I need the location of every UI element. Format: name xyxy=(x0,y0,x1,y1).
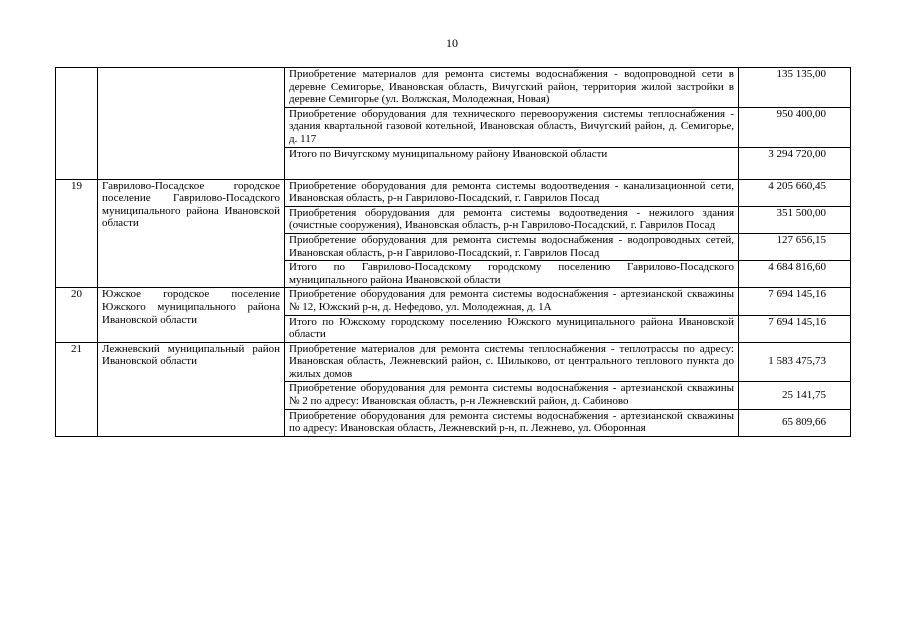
description-cell: Приобретения оборудования для ремонта системы водоотведения - нежилого здания (очистные сооружения), Ивановская область, р-н Гаврилово-Посадский, г. Гаврилов Посад xyxy=(285,206,739,233)
amount-cell: 135 135,00 xyxy=(739,68,851,108)
total-amount-cell: 4 684 816,60 xyxy=(739,261,851,288)
total-amount-cell: 3 294 720,00 xyxy=(739,147,851,179)
amount-cell: 1 583 475,73 xyxy=(739,342,851,382)
description-cell: Приобретение материалов для ремонта системы водоснабжения - водопроводной сети в деревне Семигорье, Ивановская область, Вичугский район, территория жилой застройки в деревне Семигорье (ул. Волжская, Молодежная, Новая) xyxy=(285,68,739,108)
total-amount-cell: 7 694 145,16 xyxy=(739,315,851,342)
table-row xyxy=(56,179,851,206)
amount-cell: 65 809,66 xyxy=(739,409,851,436)
row-number-cell: 19 xyxy=(56,179,98,288)
organization-cell xyxy=(98,68,285,180)
amount-cell: 4 205 660,45 xyxy=(739,179,851,206)
total-description-cell: Итого по Вичугскому муниципальному району Ивановской области xyxy=(285,147,739,179)
funding-table xyxy=(55,67,851,437)
table-row xyxy=(56,288,851,315)
description-cell: Приобретение оборудования для ремонта системы водоотведения - канализационной сети, Ивановская область, р-н Гаврилово-Посадский, г. Гаврилов Посад xyxy=(285,179,739,206)
total-description-cell: Итого по Гаврилово-Посадскому городскому поселению Гаврилово-Посадского муниципального района Ивановской области xyxy=(285,261,739,288)
description-cell: Приобретение оборудования для ремонта системы водоснабжения - артезианской скважины по адресу: Ивановская область, Лежневский р-н, п. Лежнево, ул. Оборонная xyxy=(285,409,739,436)
row-number-cell: 21 xyxy=(56,342,98,436)
total-description-cell: Итого по Южскому городскому поселению Южского муниципального района Ивановской области xyxy=(285,315,739,342)
amount-cell: 351 500,00 xyxy=(739,206,851,233)
organization-cell: Гаврилово-Посадское городское поселение Гаврилово-Посадского муниципального района Ивановской области xyxy=(98,179,285,288)
page-number: 10 xyxy=(446,36,458,50)
amount-cell: 7 694 145,16 xyxy=(739,288,851,315)
description-cell: Приобретение материалов для ремонта системы теплоснабжения - теплотрассы по адресу: Ивановская область, Лежневский район, с. Шилыково, от центрального теплового пункта до жилых домов xyxy=(285,342,739,382)
row-number-cell xyxy=(56,68,98,180)
amount-cell: 950 400,00 xyxy=(739,107,851,147)
description-cell: Приобретение оборудования для ремонта системы водоснабжения - водопроводных сетей, Ивановская область, р-н Гаврилово-Посадский, г. Гаврилов Посад xyxy=(285,233,739,260)
organization-cell: Южское городское поселение Южского муниципального района Ивановской области xyxy=(98,288,285,342)
table-row xyxy=(56,68,851,108)
description-cell: Приобретение оборудования для ремонта системы водоснабжения - артезианской скважины № 12, Южский р-н, д. Нефедово, ул. Молодежная, д. 1А xyxy=(285,288,739,315)
description-cell: Приобретение оборудования для технического перевооружения системы теплоснабжения - здания квартальной газовой котельной, Ивановская область, Вичугский район, д. Семигорье, д. 117 xyxy=(285,107,739,147)
amount-cell: 25 141,75 xyxy=(739,382,851,409)
organization-cell: Лежневский муниципальный район Ивановской области xyxy=(98,342,285,436)
amount-cell: 127 656,15 xyxy=(739,233,851,260)
table-row xyxy=(56,342,851,382)
row-number-cell: 20 xyxy=(56,288,98,342)
description-cell: Приобретение оборудования для ремонта системы водоснабжения - артезианской скважины № 2 по адресу: Ивановская область, р-н Лежневский район, д. Сабиново xyxy=(285,382,739,409)
